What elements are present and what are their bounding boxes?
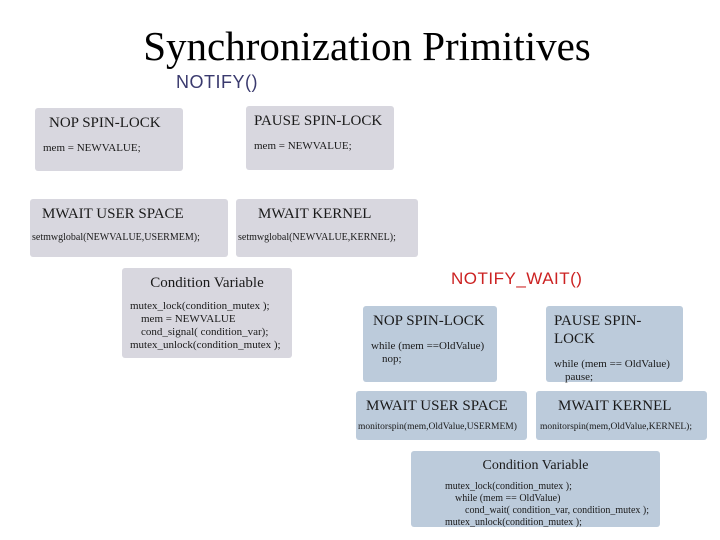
box-code: mutex_lock(condition_mutex ); mem = NEWVALUE cond_signal( condition_var); mutex_unlock(condition_mutex );	[130, 300, 281, 351]
notify-condition-variable-box	[122, 268, 292, 358]
box-header: PAUSE SPIN-LOCK	[554, 313, 642, 347]
notify-mwait-kernel-box	[236, 199, 418, 257]
notify-wait-mwait-user-box	[356, 391, 527, 440]
notify-nop-spinlock-box	[35, 108, 183, 171]
notify-wait-label: NOTIFY_WAIT()	[451, 269, 583, 288]
box-header: MWAIT KERNEL	[258, 206, 372, 222]
box-header: PAUSE SPIN-LOCK	[254, 113, 383, 129]
box-code: while (mem ==OldValue) nop;	[371, 340, 485, 365]
box-code: setmwglobal(NEWVALUE,KERNEL);	[238, 232, 396, 243]
box-code: mutex_lock(condition_mutex ); while (mem == OldValue) cond_wait( condition_var, condition_mutex ); mutex_unlock(condition_mutex );	[445, 481, 650, 528]
box-header: MWAIT USER SPACE	[366, 398, 508, 414]
box-header: NOP SPIN-LOCK	[373, 313, 485, 329]
slide-title: Synchronization Primitives	[143, 23, 591, 69]
box-header: Condition Variable	[482, 458, 589, 473]
notify-wait-condition-variable-box	[411, 451, 660, 527]
box-header: MWAIT USER SPACE	[42, 206, 184, 222]
box-code: mem = NEWVALUE;	[43, 142, 141, 154]
notify-pause-spinlock-box	[246, 106, 394, 170]
box-code: monitorspin(mem,OldValue,USERMEM)	[358, 422, 517, 432]
box-header: MWAIT KERNEL	[558, 398, 672, 414]
notify-wait-pause-spinlock-box	[546, 306, 683, 382]
box-header: NOP SPIN-LOCK	[49, 115, 161, 131]
notify-label: NOTIFY()	[176, 72, 258, 92]
box-code: mem = NEWVALUE;	[254, 140, 352, 152]
box-code: monitorspin(mem,OldValue,KERNEL);	[540, 422, 692, 432]
notify-mwait-user-box	[30, 199, 228, 257]
box-code: setmwglobal(NEWVALUE,USERMEM);	[32, 232, 200, 243]
box-code: while (mem == OldValue) pause;	[554, 358, 670, 383]
notify-wait-nop-spinlock-box	[363, 306, 497, 382]
box-header: Condition Variable	[150, 275, 264, 291]
notify-wait-mwait-kernel-box	[536, 391, 707, 440]
